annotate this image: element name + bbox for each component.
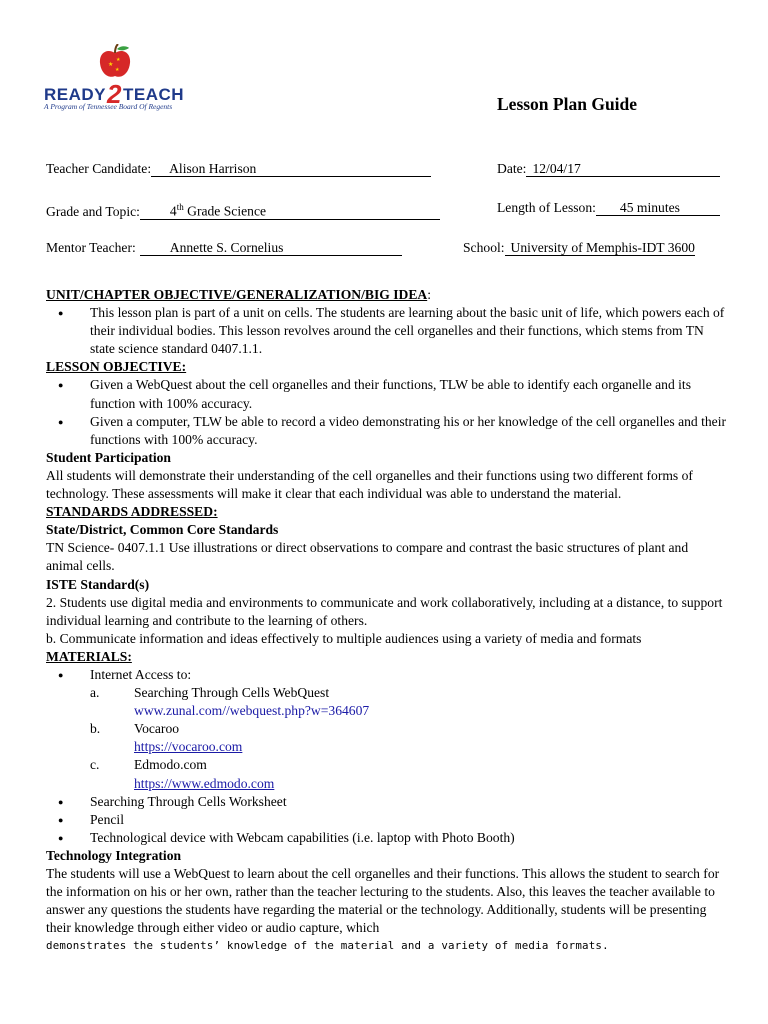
lesson-objective-heading: LESSON OBJECTIVE: xyxy=(46,359,187,375)
document-title: Lesson Plan Guide xyxy=(497,94,638,114)
unit-objective-list xyxy=(46,304,728,358)
webquest-link[interactable]: www.zunal.com//webquest.php?w=364607 xyxy=(134,703,370,719)
technology-integration-text-last: demonstrates the students’ knowledge of the material and a variety of media formats. xyxy=(46,939,609,953)
technology-integration-text: The students will use a WebQuest to learn about the cell organelles and their functions. This allows the student to search for the information on his or her own, rather than the teacher lecturing to the students. Also, this leaves the teacher available to answer any questions the students have regarding the material or the technology. Additionally, students will be presenting their knowledge through either video or audio capture, which xyxy=(46,866,720,936)
length-label: Length of Lesson: xyxy=(497,200,596,215)
apple-icon xyxy=(98,44,132,80)
materials-list xyxy=(46,666,728,847)
edmodo-link[interactable]: https://www.edmodo.com xyxy=(134,775,275,791)
teacher-candidate-row xyxy=(46,161,431,177)
iste-standard-b: b. Communicate information and ideas effectively to multiple audiences using a variety of media and formats xyxy=(46,630,642,646)
vocaroo-name: Vocaroo xyxy=(134,721,180,737)
student-participation-text: All students will demonstrate their understanding of the cell organelles and their functions using two different forms of technology. These assessments will make it clear that each individual was able to understand the material. xyxy=(46,467,693,502)
vocaroo-link[interactable]: https://vocaroo.com xyxy=(134,739,243,755)
student-participation-heading: Student Participation xyxy=(46,449,171,465)
ready2teach-logo xyxy=(44,40,194,116)
standards-heading: STANDARDS ADDRESSED: xyxy=(46,504,218,520)
logo-brand: READY2TEACH xyxy=(44,79,185,109)
svg-text:★: ★ xyxy=(115,67,120,73)
webquest-name: Searching Through Cells WebQuest xyxy=(134,685,330,701)
mentor-row xyxy=(46,240,402,256)
date-label: Date: xyxy=(497,161,527,176)
list-item: ● Given a WebQuest about the cell organelles and their functions, TLW be able to identify each organelle and its function with 100% accuracy. xyxy=(46,376,728,412)
materials-heading: MATERIALS: xyxy=(46,648,132,664)
list-item: b. Vocaroo https://vocaroo.com xyxy=(90,720,728,756)
lesson-objective-list xyxy=(46,376,728,448)
list-item: ● Searching Through Cells Worksheet xyxy=(46,793,728,811)
list-item: ● Given a computer, TLW be able to record a video demonstrating his or her knowledge of the cell organelles and their functions with 100% accuracy. xyxy=(46,413,728,449)
svg-text:★: ★ xyxy=(116,57,121,63)
mentor-label: Mentor Teacher: xyxy=(46,240,136,255)
list-item: ● This lesson plan is part of a unit on cells. The students are learning about the basic unit of life, which powers each of their individual bodies. This lesson revolves around the cell organelles and their functions, which stems from TN state science standard 0407.1.1. xyxy=(46,304,728,358)
length-row xyxy=(497,200,720,216)
list-item: ● Technological device with Webcam capabilities (i.e. laptop with Photo Booth) xyxy=(46,829,728,847)
grade-topic-label: Grade and Topic: xyxy=(46,203,140,219)
internet-resources-list xyxy=(90,684,728,793)
school-row xyxy=(463,240,695,256)
technology-integration-heading: Technology Integration xyxy=(46,847,182,863)
list-item: c. Edmodo.com https://www.edmodo.com xyxy=(90,756,728,792)
svg-text:★: ★ xyxy=(108,61,114,68)
list-item: ● Internet Access to: a. Searching Through Cells WebQuest www.zunal.com//webquest.php?w=364607 b. Vocaroo https://vocaroo.com c. Edmodo.com https://www.edmodo.com xyxy=(46,666,728,793)
length-value: 45 minutes xyxy=(596,201,720,216)
grade-topic-row xyxy=(46,200,440,220)
school-value: University of Memphis-IDT 3600 xyxy=(505,241,695,256)
state-standards-heading: State/District, Common Core Standards xyxy=(46,522,279,538)
state-standards-text: TN Science- 0407.1.1 Use illustrations or direct observations to compare and contrast the basic structures of plant and animal cells. xyxy=(46,540,689,574)
date-row xyxy=(497,161,720,177)
unit-objective-heading: UNIT/CHAPTER OBJECTIVE/GENERALIZATION/BIG IDEA xyxy=(46,287,428,302)
iste-standard-2: 2. Students use digital media and environments to communicate and work collaboratively, including at a distance, to support individual learning and contribute to the learning of others. xyxy=(46,594,723,628)
mentor-value: Annette S. Cornelius xyxy=(140,241,402,256)
date-value: 12/04/17 xyxy=(526,162,720,177)
school-label: School: xyxy=(463,240,505,255)
teacher-candidate-label: Teacher Candidate: xyxy=(46,161,152,176)
grade-topic-value: 4th Grade Science xyxy=(140,200,440,220)
list-item: a. Searching Through Cells WebQuest www.zunal.com//webquest.php?w=364607 xyxy=(90,684,728,720)
unit-objective-section: UNIT/CHAPTER OBJECTIVE/GENERALIZATION/BIG IDEA: xyxy=(46,287,431,302)
edmodo-name: Edmodo.com xyxy=(134,757,207,773)
logo-tagline: A Program of Tennessee Board Of Regents xyxy=(44,102,173,111)
list-item: ● Pencil xyxy=(46,811,728,829)
teacher-candidate-value: Alison Harrison xyxy=(151,162,431,177)
lesson-plan-body xyxy=(46,286,728,955)
iste-standards-heading: ISTE Standard(s) xyxy=(46,576,150,592)
